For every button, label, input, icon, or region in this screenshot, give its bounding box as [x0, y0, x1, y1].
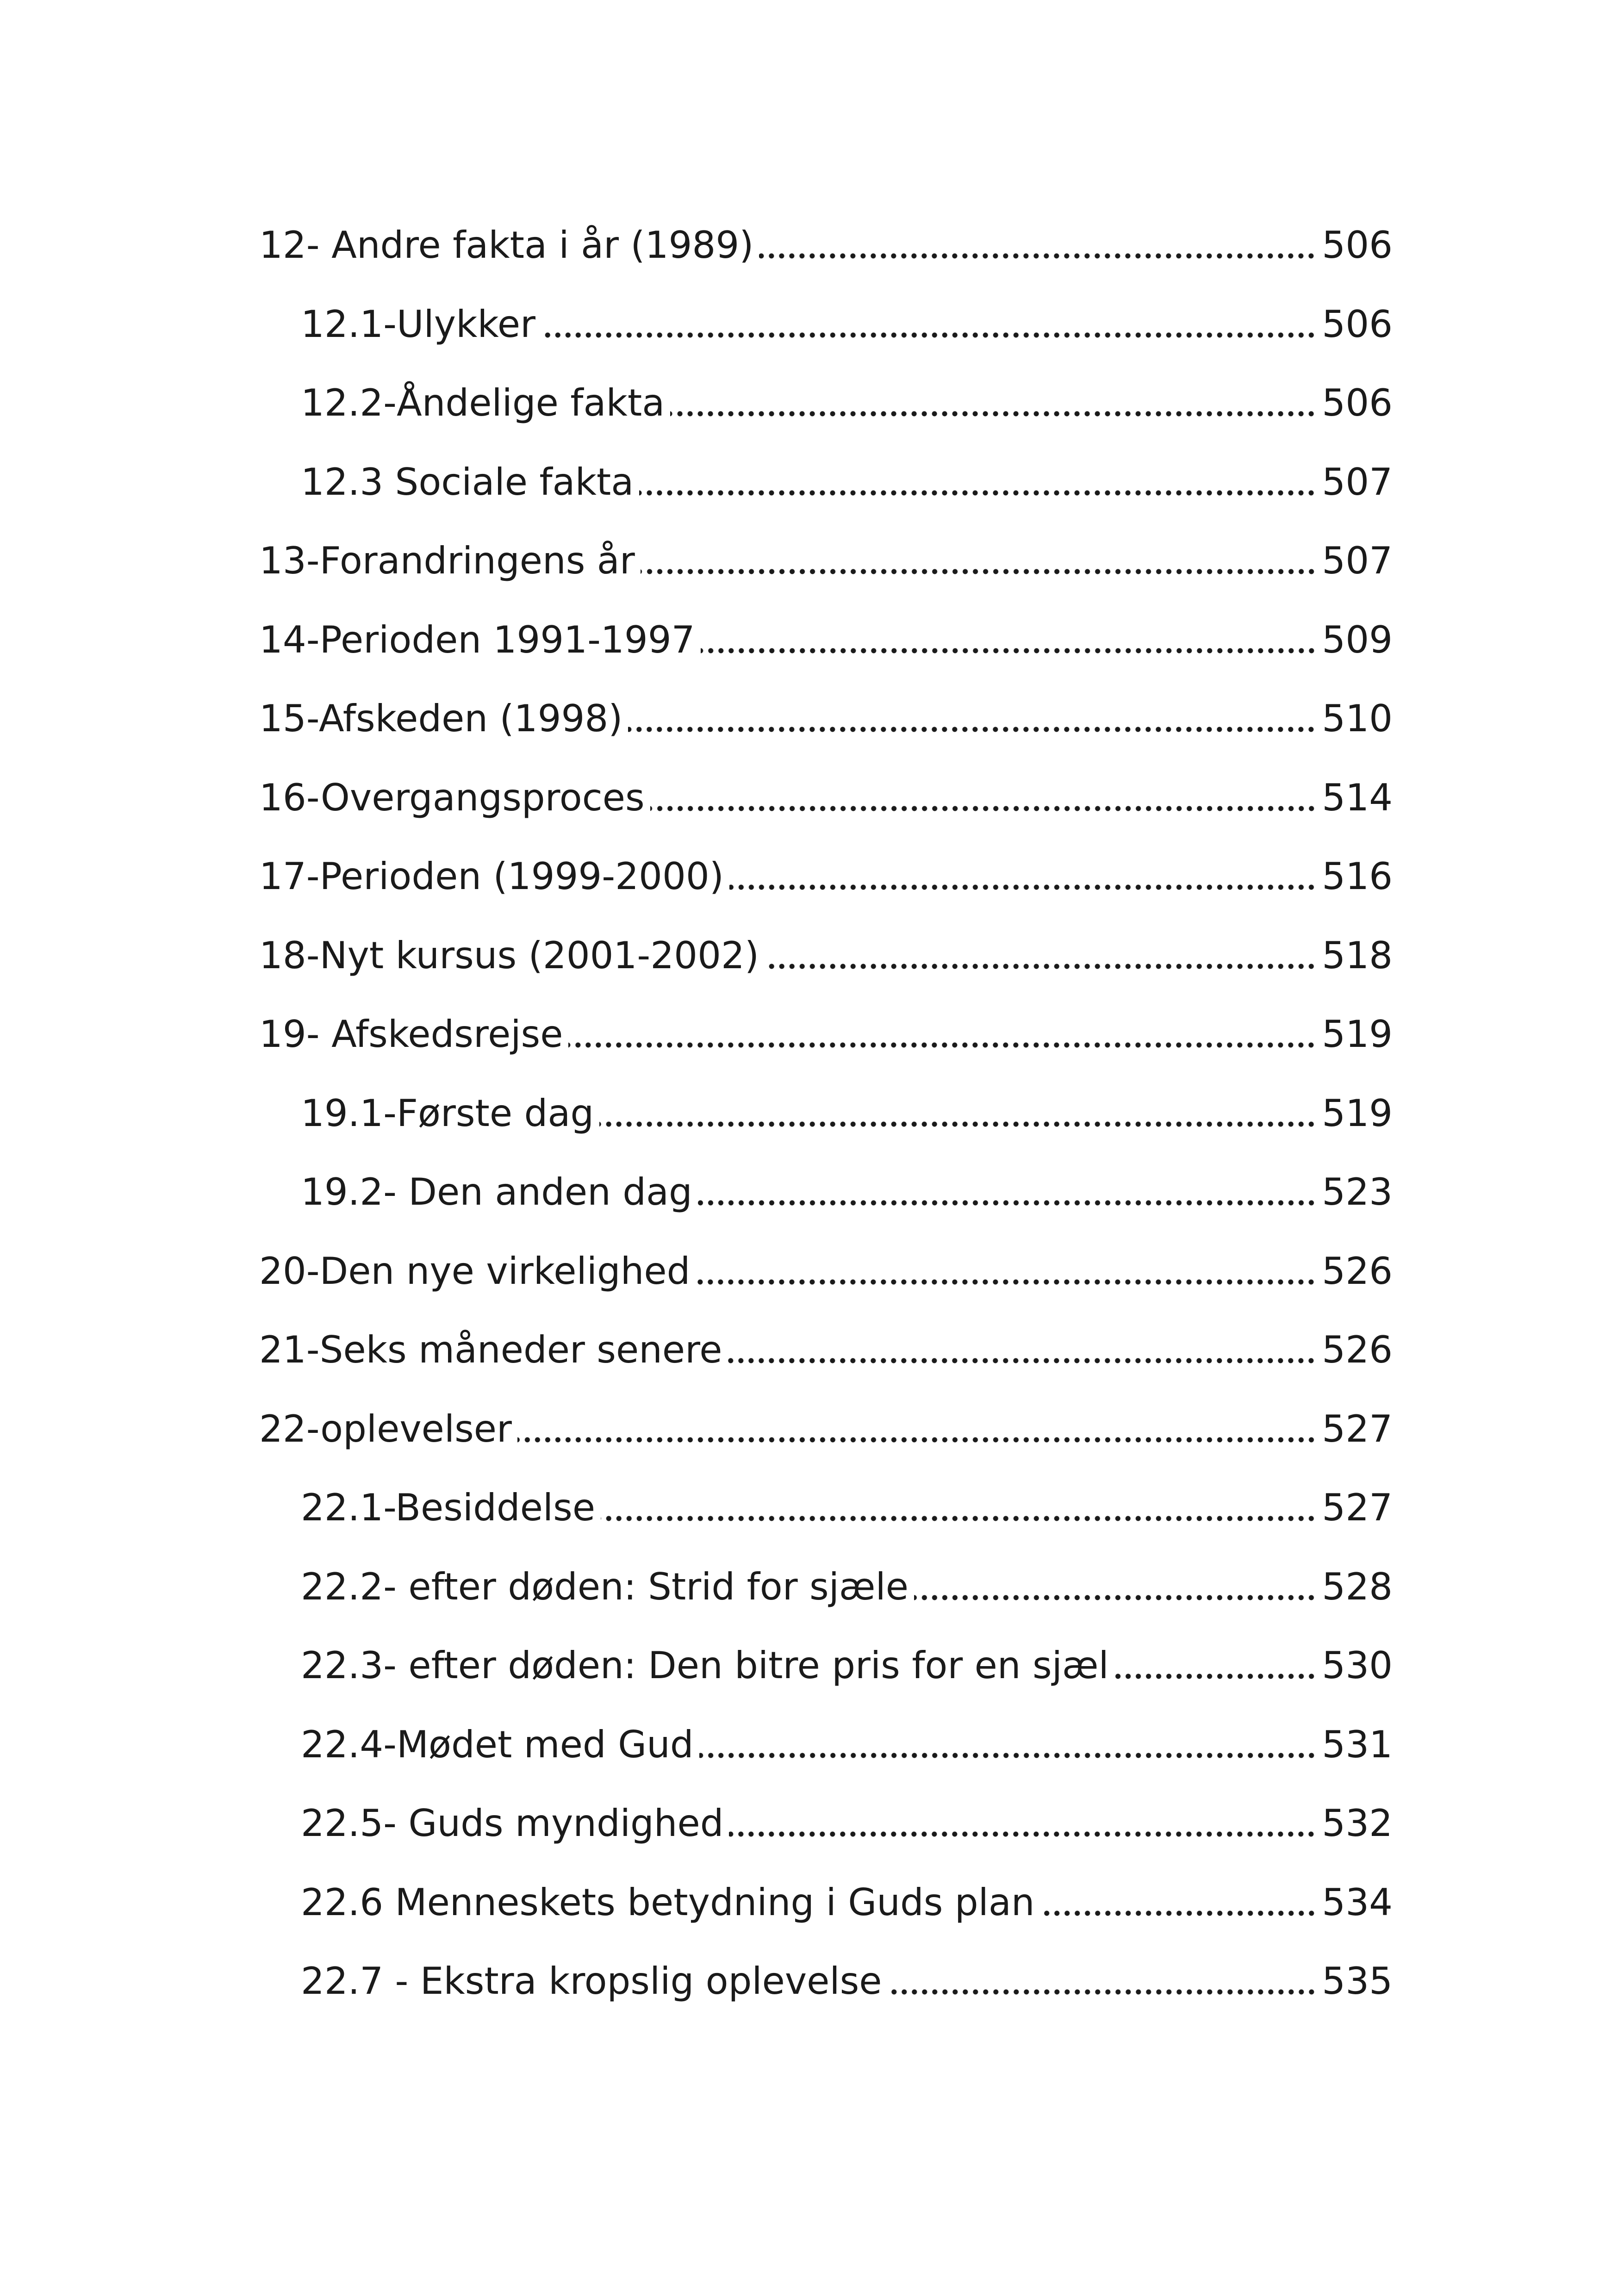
- toc-entry-page: 526: [1322, 1250, 1393, 1293]
- toc-entry-title: 18-Nyt kursus (2001-2002): [259, 934, 759, 977]
- toc-entry-page: 526: [1322, 1328, 1393, 1371]
- dot-leader: [701, 648, 1317, 653]
- toc-entry-page: 516: [1322, 855, 1393, 898]
- toc-entry-page: 514: [1322, 776, 1393, 819]
- toc-entry[interactable]: [259, 1325, 1393, 1375]
- dot-leader: [1040, 1910, 1317, 1916]
- toc-entry[interactable]: [259, 535, 1393, 586]
- toc-entry-page: 509: [1322, 618, 1393, 661]
- toc-entry-page: 531: [1322, 1723, 1393, 1766]
- toc-entry[interactable]: [301, 299, 1393, 350]
- toc-entry-page: 507: [1322, 460, 1393, 504]
- toc-entry-title: 22-oplevelser: [259, 1407, 512, 1450]
- toc-entry-title: 19- Afskedsrejse: [259, 1013, 563, 1056]
- toc-entry-page: 527: [1322, 1407, 1393, 1450]
- toc-entry-title: 16-Overgangsproces: [259, 776, 645, 819]
- toc-entry-title: 12.1-Ulykker: [301, 303, 536, 346]
- toc-entry-title: 19.1-Første dag: [301, 1092, 594, 1135]
- toc-entry-title: 22.7 - Ekstra kropslig oplevelse: [301, 1960, 882, 2003]
- dot-leader: [650, 806, 1317, 811]
- dot-leader: [601, 1516, 1316, 1521]
- toc-entry[interactable]: [301, 1640, 1393, 1691]
- toc-entry-page: 535: [1322, 1960, 1393, 2003]
- toc-entry-page: 506: [1322, 303, 1393, 346]
- toc-entry-title: 20-Den nye virkelighed: [259, 1250, 691, 1293]
- toc-entry-page: 506: [1322, 381, 1393, 424]
- dot-leader: [699, 1753, 1317, 1758]
- toc-entry[interactable]: [301, 1956, 1393, 2007]
- toc-entry-page: 506: [1322, 224, 1393, 267]
- dot-leader: [729, 884, 1316, 890]
- toc-entry[interactable]: [301, 1798, 1393, 1849]
- toc-entry[interactable]: [301, 1088, 1393, 1139]
- dot-leader: [698, 1200, 1316, 1206]
- toc-entry[interactable]: [259, 1404, 1393, 1455]
- toc-entry-title: 21-Seks måneder senere: [259, 1328, 722, 1371]
- toc-entry[interactable]: [301, 457, 1393, 508]
- toc-entry-title: 22.4-Mødet med Gud: [301, 1723, 694, 1766]
- toc-entry-page: 519: [1322, 1013, 1393, 1056]
- dot-leader: [729, 1831, 1316, 1837]
- toc-entry-title: 22.3- efter døden: Den bitre pris for en sjæl: [301, 1644, 1109, 1687]
- dot-leader: [628, 727, 1316, 732]
- dot-leader: [517, 1437, 1316, 1443]
- dot-leader: [1114, 1674, 1317, 1679]
- dot-leader: [696, 1279, 1316, 1285]
- dot-leader: [599, 1121, 1316, 1127]
- toc-entry[interactable]: [259, 930, 1393, 981]
- toc-entry[interactable]: [259, 1009, 1393, 1060]
- toc-entry-page: 532: [1322, 1802, 1393, 1845]
- dot-leader: [759, 253, 1316, 259]
- toc-entry-page: 519: [1322, 1092, 1393, 1135]
- toc-entry-title: 13-Forandringens år: [259, 539, 635, 582]
- dot-leader: [670, 411, 1316, 417]
- toc-entry-title: 22.1-Besiddelse: [301, 1486, 596, 1529]
- dot-leader: [568, 1042, 1316, 1048]
- dot-leader: [728, 1358, 1316, 1363]
- toc-entry[interactable]: [259, 772, 1393, 823]
- toc-entry-title: 19.2- Den anden dag: [301, 1170, 692, 1213]
- toc-entry-page: 523: [1322, 1170, 1393, 1213]
- toc-entry[interactable]: [259, 851, 1393, 902]
- toc-entry-title: 22.5- Guds myndighed: [301, 1802, 724, 1845]
- toc-entry-page: 527: [1322, 1486, 1393, 1529]
- dot-leader: [765, 964, 1316, 969]
- toc-entry[interactable]: [259, 1246, 1393, 1297]
- toc-entry-page: 510: [1322, 697, 1393, 740]
- toc-entry-page: 507: [1322, 539, 1393, 582]
- toc-entry-page: 518: [1322, 934, 1393, 977]
- toc-entry[interactable]: [301, 1562, 1393, 1612]
- dot-leader: [888, 1989, 1317, 1995]
- toc-entry-title: 15-Afskeden (1998): [259, 697, 623, 740]
- toc-entry[interactable]: [301, 378, 1393, 429]
- toc-entry-title: 12.2-Åndelige fakta: [301, 381, 665, 424]
- toc-entry[interactable]: [301, 1482, 1393, 1533]
- dot-leader: [541, 332, 1316, 338]
- toc-entry[interactable]: [301, 1877, 1393, 1928]
- toc-entry[interactable]: [259, 220, 1393, 271]
- toc-entry-page: 530: [1322, 1644, 1393, 1687]
- dot-leader: [641, 569, 1317, 574]
- toc-entry-title: 12.3 Sociale fakta: [301, 460, 634, 504]
- toc-entry-title: 22.2- efter døden: Strid for sjæle: [301, 1565, 909, 1608]
- toc-entry-title: 14-Perioden 1991-1997: [259, 618, 695, 661]
- toc-entry[interactable]: [259, 693, 1393, 744]
- toc-entry-title: 12- Andre fakta i år (1989): [259, 224, 754, 267]
- toc-entry[interactable]: [259, 615, 1393, 666]
- toc-entry-title: 17-Perioden (1999-2000): [259, 855, 724, 898]
- dot-leader: [914, 1595, 1316, 1600]
- toc-entry-page: 534: [1322, 1881, 1393, 1924]
- toc-entry[interactable]: [301, 1167, 1393, 1218]
- toc-entry-page: 528: [1322, 1565, 1393, 1608]
- toc-entry-title: 22.6 Menneskets betydning i Guds plan: [301, 1881, 1035, 1924]
- toc-entry[interactable]: [301, 1719, 1393, 1770]
- dot-leader: [639, 490, 1316, 496]
